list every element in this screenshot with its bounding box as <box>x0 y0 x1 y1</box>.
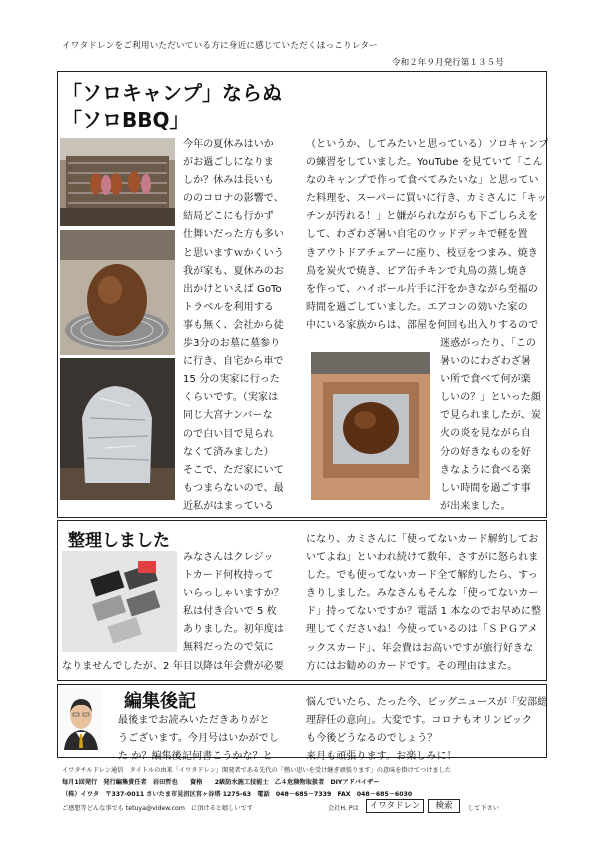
article-title-line1: 「ソロキャンプ」ならぬ <box>62 81 282 105</box>
text-line: 迷惑がったり、「この <box>440 338 536 349</box>
article-title-line2: 「ソロBBQ」 <box>62 108 190 132</box>
text-line: の練習をしていました。YouTube を見ていて「こん <box>306 157 543 169</box>
text-line: ののコロナの影響で、 <box>183 193 284 205</box>
text-line: 私は付き合いで 5 枚 <box>183 606 277 618</box>
beer-can-chicken-photo <box>60 230 175 355</box>
editor-avatar <box>60 688 102 750</box>
article2-bottom-line <box>62 658 284 676</box>
text-line: た料理を、スーパーに買いに行き、カミさんに「キッ <box>306 193 547 205</box>
text-line: 時間を過ごしていました。エアコンの効いた家の <box>306 301 528 313</box>
text-line: ックスカード」、年会費はお高いですが旅行好きな <box>306 642 534 654</box>
text-line: トラベルを利用する <box>183 301 274 313</box>
text-line: 事も無く、会社から徒 <box>183 319 284 331</box>
text-line: いらっしゃいますか？ <box>183 588 284 600</box>
text-line: 理辞任の意向」。大変です。コロナもオリンピック <box>306 715 533 727</box>
text-line: ド」持ってないですか？電話 1 本なのでお早めに整 <box>306 606 542 618</box>
text-line: 理してくださいね！今使っているのは「ＳＰＧアメ <box>306 624 538 636</box>
editors-note-title: 編集後記 <box>124 691 196 712</box>
text-line: して、わざわざ暑い自宅のウッドデッキで軽を置 <box>306 229 528 241</box>
text-line: 近私がはまっている <box>183 500 274 512</box>
footer-publisher: 毎月1回発行 発行編集責任者 岩田哲也 資格 2級防水施工技能士 乙４危険物取扱者 DIYアドバイザー <box>62 779 380 786</box>
text-line: 暑いのにわざわざ暑 <box>440 356 531 368</box>
text-line: ので白い目で見られ <box>183 428 274 440</box>
letter-tagline: イワタドレンをご利用いただいている方に身近に感じていただくほっこりレター <box>62 41 378 51</box>
footer-feedback: ご感想等どんな事でも tetuya@videw.com に頂けると嬉しいです <box>62 805 253 812</box>
footer-search-instruction: して下さい <box>468 805 499 812</box>
text-line: しいの？」といった顔 <box>440 392 541 404</box>
text-line: 方にはお勧めのカードです。その理由はまた。 <box>306 660 518 672</box>
search-button: 検索 <box>428 799 460 813</box>
footer-address: （株）イワタ 〒337-0011 さいたま市見沼区宮ヶ谷塔 1275-63 電話 048－685－7339 FAX 048－685－6030 <box>62 791 413 798</box>
text-line: に行き、自宅から車で <box>183 356 284 368</box>
text-line: 出かけといえば GoTo <box>183 283 282 295</box>
search-keyword-box: イワタドレン <box>366 799 424 813</box>
text-line: 中にいる家族からは、部屋を何回も出入りするので <box>306 319 539 331</box>
article2-left-column <box>183 549 284 658</box>
text-line: 火の炎を見ながら自 <box>440 428 531 440</box>
text-line: 悩んでいたら、たった今、ビッグニュースが「安部総 <box>306 697 548 708</box>
text-line: （というか、してみたいと思っている）ソロキャンプ <box>306 139 549 150</box>
text-line: で見られましたが、炭 <box>440 410 541 422</box>
text-line: ありました。初年度は <box>183 624 284 636</box>
text-line: 我が家も、夏休みのお <box>183 265 284 277</box>
text-line: 同じ大宮ナンバーな <box>183 410 273 422</box>
text-line: うございます。今月号はいかがでし <box>118 733 279 745</box>
text-line: 歩3分のお墓に墓参り <box>183 338 281 350</box>
text-line: きなように食べる楽 <box>440 464 531 476</box>
text-line: 最後までお読みいただきありがと <box>118 715 270 726</box>
footer-title-origin: イワタチルドレン通信 タイトルの由来「イワタドレン」開発者である先代の「熱い思いを受け継ぎ頑張ります」の意味を掛けてつけました <box>62 767 451 774</box>
text-line: なりませんでしたが、2 年目以降は年会費が必要 <box>62 661 284 672</box>
text-line: が出来ました。 <box>440 500 511 512</box>
text-line: 今年の夏休みはいか <box>183 139 274 150</box>
editors-note-right-column <box>306 694 547 766</box>
issue-number: 令和２年９月発行第１３５号 <box>392 58 504 68</box>
text-line: 15 分の実家に行った <box>183 374 281 386</box>
text-line: きりしました。みなさんもそんな「使ってないカー <box>306 588 539 600</box>
foil-wrapped-chicken-photo <box>60 358 175 500</box>
text-line: した。でも使ってないカード全て解約したら、すっ <box>306 570 538 582</box>
text-line: 結局どこにも行かず <box>183 211 274 223</box>
text-line: なのキャンプで作って食べてみたいな」と思ってい <box>306 175 539 187</box>
article1-left-column <box>183 136 284 516</box>
text-line: 来月も頑張ります。お楽しみに！ <box>306 751 457 763</box>
text-line: しか？休みは長いも <box>183 175 274 187</box>
editors-note-left-column <box>118 712 279 766</box>
credit-cards-photo <box>62 551 177 652</box>
text-line: もつまらないので、最 <box>183 482 284 494</box>
text-line: なくて済みました） <box>183 446 274 458</box>
text-line: も今後どうなるのでしょう？ <box>306 733 438 745</box>
text-line: 鳥を炭火で焼き、ピア缶チキンで丸鳥の蒸し焼き <box>306 265 528 277</box>
grill-skewers-photo <box>60 138 175 226</box>
roasted-chicken-photo <box>311 352 430 500</box>
text-line: しい時間を過ごす事 <box>440 482 531 494</box>
text-line: きアウトドアチェアーに座り、枝豆をつまみ、焼き <box>306 247 538 259</box>
article2-title: 整理しました <box>68 531 170 551</box>
footer-company-hp-label: 会社H. Pは <box>328 805 359 812</box>
text-line: と思いますｗかくいう <box>183 247 284 259</box>
text-line: になり、カミさんに「使ってないカード解約してお <box>306 534 539 545</box>
text-line: 分の好きなものを好 <box>440 446 531 458</box>
text-line: い所で食べて何が楽 <box>440 374 531 386</box>
text-line: がお過ごしになりま <box>183 157 274 169</box>
text-line: そこで、ただ家にいて <box>183 464 284 476</box>
text-line: 無料だったので気に <box>183 642 274 654</box>
text-line: くらいです。（実家は <box>183 392 279 404</box>
text-line: 仕舞いだった方も多い <box>183 229 284 241</box>
article1-right-column <box>306 136 548 335</box>
text-line: みなさんはクレジッ <box>183 552 274 563</box>
text-line: を作って、ハイボール片手に汗をかきながら至福の <box>306 283 538 295</box>
article2-right-column <box>306 531 541 676</box>
text-line: いてよね」といわれ続けて数年、さすがに怒られま <box>306 552 539 564</box>
text-line: た か？編集後記何書こうかな？と <box>118 751 273 763</box>
text-line: トカード何枚持って <box>183 570 274 582</box>
article1-right-narrow-column <box>440 335 541 516</box>
text-line: チンが汚れる！」と嫌がられながらも下ごしらえを <box>306 211 538 223</box>
